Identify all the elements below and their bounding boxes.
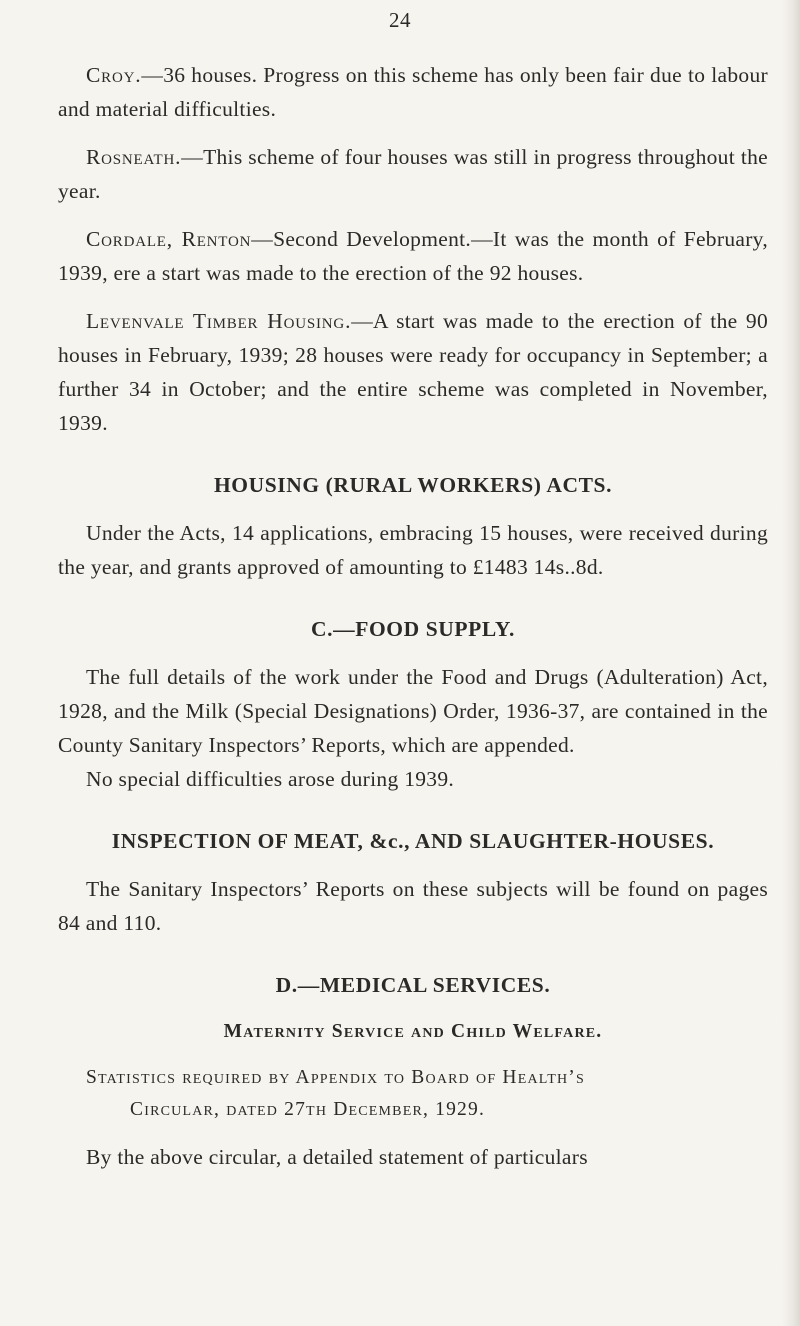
cordale-text: —Second Development.—It was the month of February, 1939, ere a start was made to the erection of the 92 houses. bbox=[58, 227, 768, 285]
heading-housing-rural-workers: HOUSING (RURAL WORKERS) ACTS. bbox=[213, 473, 613, 497]
rosneath-text: —This scheme of four houses was still in progress throughout the year. bbox=[58, 145, 768, 203]
paragraph-croy bbox=[58, 58, 768, 126]
paragraph-circular: By the above circular, a detailed statement of particulars bbox=[86, 1145, 588, 1169]
paragraph-food-difficulties: No special difficulties arose during 1939. bbox=[86, 767, 455, 791]
croy-text: —36 houses. Progress on this scheme has only been fair due to labour and material difficulties. bbox=[58, 63, 768, 121]
paragraph-meat-inspection: The Sanitary Inspectors’ Reports on these subjects will be found on pages 84 and 110. bbox=[58, 877, 768, 935]
heading-medical-services: D.—MEDICAL SERVICES. bbox=[275, 973, 551, 997]
subheading-maternity: Maternity Service and Child Welfare. bbox=[223, 1021, 603, 1042]
rosneath-label: Rosneath. bbox=[86, 145, 182, 169]
page-edge-shadow bbox=[782, 0, 800, 1326]
statistics-line-1: Statistics required by Appendix to Board of Health’s bbox=[86, 1067, 585, 1088]
heading-meat-inspection: INSPECTION OF MEAT, &c., AND SLAUGHTER-HOUSES. bbox=[111, 829, 715, 853]
paragraph-cordale bbox=[58, 222, 768, 290]
levenvale-text: —A start was made to the erection of the 90 houses in February, 1939; 28 houses were ready for occupancy in September; a further 34 in October; and the entire scheme was completed in November, 1939. bbox=[58, 309, 769, 435]
croy-label: Croy. bbox=[86, 63, 142, 87]
paragraph-food-supply: The full details of the work under the Food and Drugs (Adulteration) Act, 1928, and the Milk (Special Designations) Order, 1936-37, are contained in the County Sanitary Inspectors’ Reports, which are appended. bbox=[58, 665, 768, 757]
page-content bbox=[58, 58, 768, 1174]
paragraph-levenvale bbox=[58, 304, 768, 440]
heading-food-supply: C.—FOOD SUPPLY. bbox=[311, 617, 515, 641]
statistics-line-2: Circular, dated 27th December, 1929. bbox=[130, 1099, 486, 1120]
subheading-statistics bbox=[58, 1062, 768, 1126]
levenvale-label: Levenvale Timber Housing. bbox=[86, 309, 352, 333]
cordale-label: Cordale, Renton bbox=[86, 227, 252, 251]
paragraph-rosneath bbox=[58, 140, 768, 208]
page-number: 24 bbox=[389, 8, 411, 32]
paragraph-housing-rural: Under the Acts, 14 applications, embracing 15 houses, were received during the year, and grants approved of amounting to £1483 14s..8d. bbox=[58, 521, 768, 579]
